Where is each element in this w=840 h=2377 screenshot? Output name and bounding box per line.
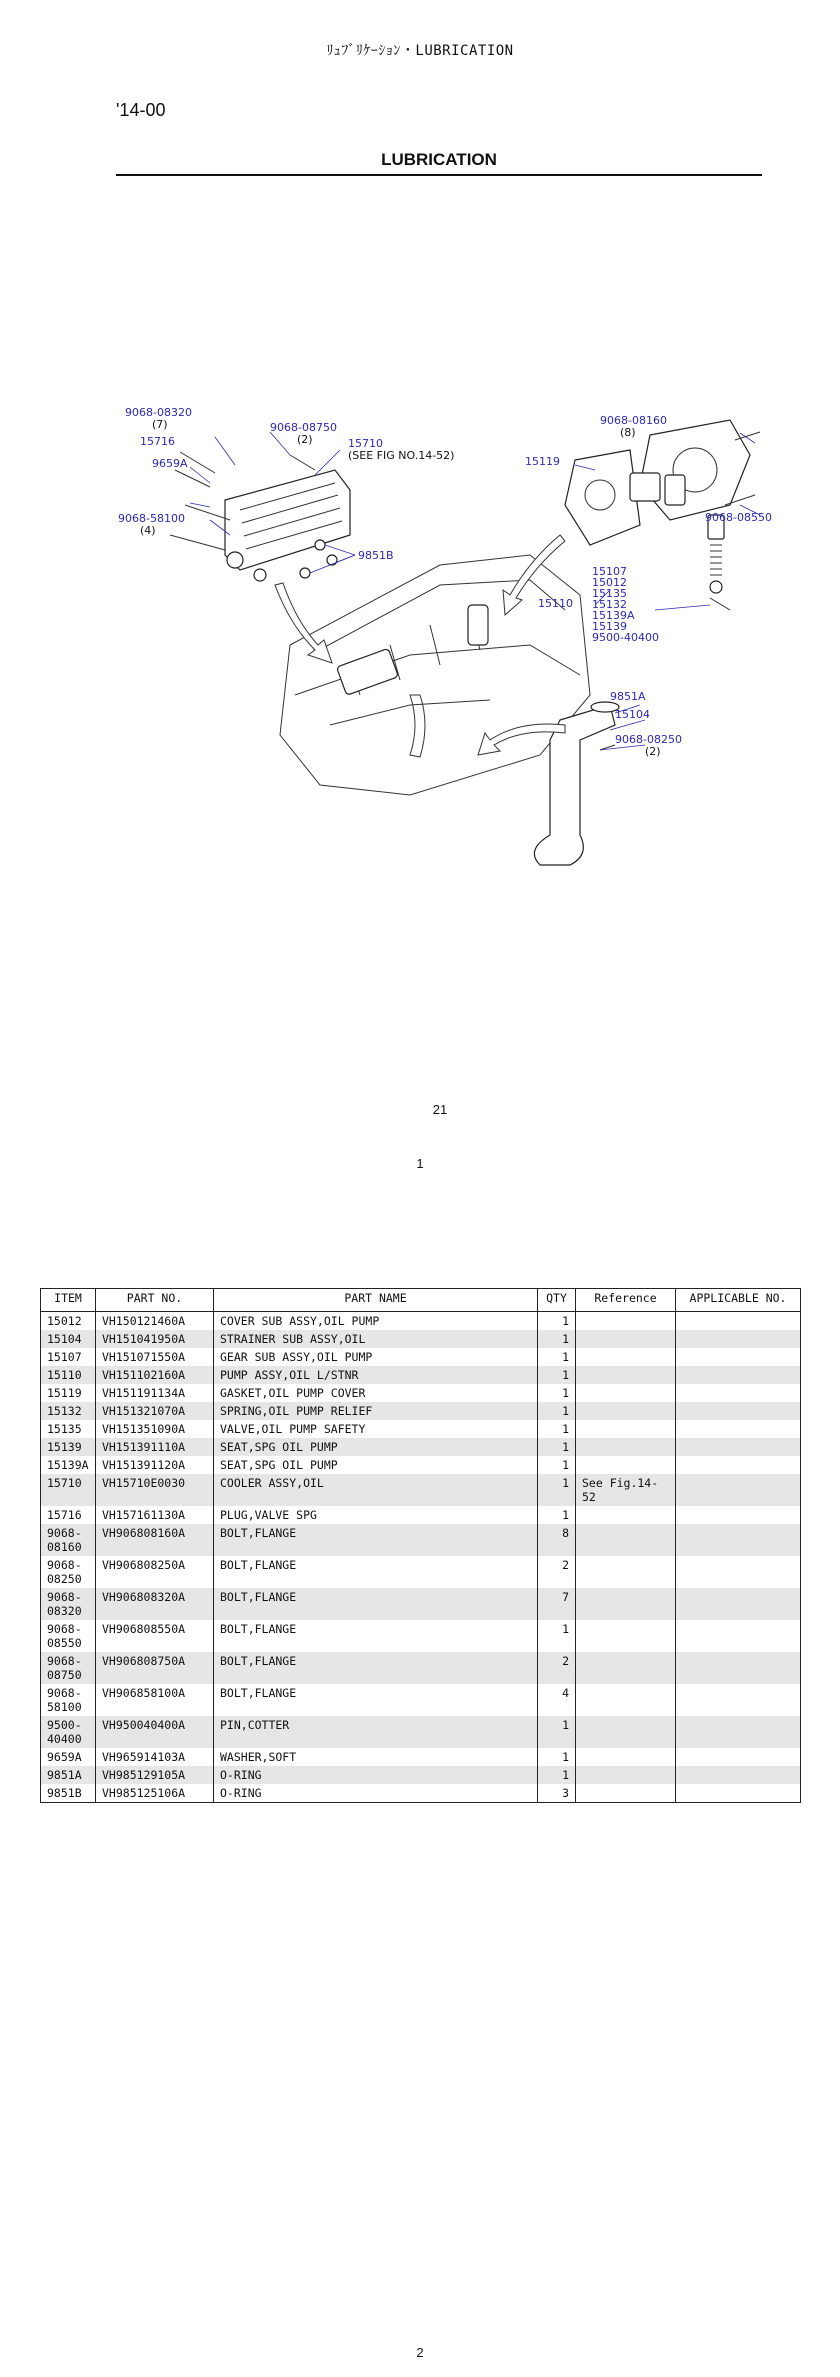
cell-qty: 1: [538, 1402, 576, 1420]
table-row: [41, 1474, 801, 1506]
cell-item: 9068-08160: [41, 1524, 96, 1556]
cell-qty: 1: [538, 1474, 576, 1506]
cell-applicable-no: [676, 1330, 801, 1348]
figure-page-number: 21: [432, 1102, 448, 1117]
cell-item: 15012: [41, 1312, 96, 1331]
cell-applicable-no: [676, 1506, 801, 1524]
callout-9851B: 9851B: [358, 549, 394, 562]
cell-part-no: VH906808250A: [96, 1556, 214, 1588]
cell-part-no: VH151191134A: [96, 1384, 214, 1402]
cell-item: 15135: [41, 1420, 96, 1438]
cell-part-name: BOLT,FLANGE: [214, 1556, 538, 1588]
cell-reference: [576, 1766, 676, 1784]
parts-table: [40, 1288, 801, 1803]
table-row: [41, 1652, 801, 1684]
cell-part-no: VH965914103A: [96, 1748, 214, 1766]
cell-qty: 1: [538, 1330, 576, 1348]
cell-part-name: PIN,COTTER: [214, 1716, 538, 1748]
table-row: [41, 1348, 801, 1366]
column-header-qty: QTY: [538, 1289, 576, 1312]
cell-qty: 7: [538, 1588, 576, 1620]
callout-15107: 15107: [592, 565, 627, 578]
column-header-reference: Reference: [576, 1289, 676, 1312]
cell-qty: 1: [538, 1438, 576, 1456]
callout-9068-08750: 9068-08750: [270, 421, 337, 434]
cell-part-no: VH151041950A: [96, 1330, 214, 1348]
callout-15139A: 15139A: [592, 609, 635, 622]
cell-applicable-no: [676, 1438, 801, 1456]
callout-9068-08550: 9068-08550: [705, 511, 772, 524]
callout-15119: 15119: [525, 455, 560, 468]
cell-reference: [576, 1438, 676, 1456]
cell-applicable-no: [676, 1652, 801, 1684]
table-row: [41, 1524, 801, 1556]
page-number: 2: [416, 2345, 424, 2360]
table-row: [41, 1366, 801, 1384]
cell-qty: 2: [538, 1652, 576, 1684]
section-code: '14-00: [116, 100, 166, 120]
cell-applicable-no: [676, 1784, 801, 1803]
figure-sheet-number: 1: [416, 1156, 424, 1171]
callout-9851A: 9851A: [610, 690, 646, 703]
callout-15139: 15139: [592, 620, 627, 633]
cell-item: 15104: [41, 1330, 96, 1348]
cell-reference: [576, 1524, 676, 1556]
cell-reference: [576, 1556, 676, 1588]
table-row: [41, 1506, 801, 1524]
cell-part-name: BOLT,FLANGE: [214, 1652, 538, 1684]
cell-part-no: VH906858100A: [96, 1684, 214, 1716]
callout-9659A: 9659A: [152, 457, 188, 470]
cell-part-no: VH15710E0030: [96, 1474, 214, 1506]
callout-9068-08320: 9068-08320: [125, 406, 192, 419]
section-title: LUBRICATION: [381, 150, 497, 169]
table-header-row: [41, 1289, 801, 1312]
cell-item: 15119: [41, 1384, 96, 1402]
cell-item: 15710: [41, 1474, 96, 1506]
cell-reference: [576, 1402, 676, 1420]
cell-item: 9500-40400: [41, 1716, 96, 1748]
cell-qty: 2: [538, 1556, 576, 1588]
cell-item: 15139A: [41, 1456, 96, 1474]
cell-applicable-no: [676, 1556, 801, 1588]
callout-15012: 15012: [592, 576, 627, 589]
table-row: [41, 1716, 801, 1748]
cell-applicable-no: [676, 1748, 801, 1766]
cell-item: 9068-58100: [41, 1684, 96, 1716]
callout-15135: 15135: [592, 587, 627, 600]
cell-part-name: SPRING,OIL PUMP RELIEF: [214, 1402, 538, 1420]
cell-applicable-no: [676, 1402, 801, 1420]
cell-part-no: VH151321070A: [96, 1402, 214, 1420]
cell-qty: 1: [538, 1748, 576, 1766]
cell-reference: [576, 1420, 676, 1438]
cell-part-no: VH151391120A: [96, 1456, 214, 1474]
cell-reference: [576, 1588, 676, 1620]
table-row: [41, 1330, 801, 1348]
cell-item: 15107: [41, 1348, 96, 1366]
cell-item: 9068-08250: [41, 1556, 96, 1588]
cell-applicable-no: [676, 1474, 801, 1506]
cell-item: 9068-08750: [41, 1652, 96, 1684]
callout-9500-40400: 9500-40400: [592, 631, 659, 644]
cell-qty: 1: [538, 1716, 576, 1748]
callout-15104: 15104: [615, 708, 650, 721]
column-header-item: ITEM: [41, 1289, 96, 1312]
cell-applicable-no: [676, 1716, 801, 1748]
table-row: [41, 1402, 801, 1420]
cell-part-name: GASKET,OIL PUMP COVER: [214, 1384, 538, 1402]
callout-15132: 15132: [592, 598, 627, 611]
callout-9068-58100: 9068-58100: [118, 512, 185, 525]
table-row: [41, 1420, 801, 1438]
cell-reference: [576, 1748, 676, 1766]
column-header-applicable-no: APPLICABLE NO.: [676, 1289, 801, 1312]
callout-9068-08250: 9068-08250: [615, 733, 682, 746]
callout-qty: (2): [645, 745, 661, 758]
cell-part-no: VH150121460A: [96, 1312, 214, 1331]
cell-applicable-no: [676, 1684, 801, 1716]
callout-qty: (2): [297, 433, 313, 446]
cell-applicable-no: [676, 1312, 801, 1331]
cell-qty: 4: [538, 1684, 576, 1716]
cell-applicable-no: [676, 1524, 801, 1556]
cell-part-name: BOLT,FLANGE: [214, 1588, 538, 1620]
cell-item: 9068-08550: [41, 1620, 96, 1652]
cell-qty: 8: [538, 1524, 576, 1556]
callout-qty: (8): [620, 426, 636, 439]
cell-qty: 1: [538, 1506, 576, 1524]
cell-applicable-no: [676, 1620, 801, 1652]
cell-part-name: STRAINER SUB ASSY,OIL: [214, 1330, 538, 1348]
engine-block: [280, 555, 590, 795]
title-divider: [116, 174, 762, 176]
cell-part-no: VH950040400A: [96, 1716, 214, 1748]
cell-item: 15132: [41, 1402, 96, 1420]
table-row: [41, 1556, 801, 1588]
cell-reference: [576, 1456, 676, 1474]
cell-reference: [576, 1784, 676, 1803]
cell-part-no: VH906808750A: [96, 1652, 214, 1684]
cell-qty: 1: [538, 1620, 576, 1652]
callout-15716: 15716: [140, 435, 175, 448]
callout-qty: (4): [140, 524, 156, 537]
cell-item: 9851A: [41, 1766, 96, 1784]
table-row: [41, 1384, 801, 1402]
callout-qty: (7): [152, 418, 168, 431]
cell-item: 15110: [41, 1366, 96, 1384]
cell-part-no: VH985125106A: [96, 1784, 214, 1803]
cell-qty: 3: [538, 1784, 576, 1803]
cell-applicable-no: [676, 1384, 801, 1402]
cell-part-no: VH906808160A: [96, 1524, 214, 1556]
cell-reference: [576, 1652, 676, 1684]
cell-item: 15139: [41, 1438, 96, 1456]
cell-reference: [576, 1384, 676, 1402]
cell-part-name: PUMP ASSY,OIL L/STNR: [214, 1366, 538, 1384]
cell-part-name: PLUG,VALVE SPG: [214, 1506, 538, 1524]
cell-reference: [576, 1506, 676, 1524]
cell-applicable-no: [676, 1456, 801, 1474]
exploded-parts-diagram: [110, 395, 800, 875]
column-header-part-name: PART NAME: [214, 1289, 538, 1312]
cell-qty: 1: [538, 1366, 576, 1384]
cell-part-name: O-RING: [214, 1784, 538, 1803]
cell-part-no: VH906808550A: [96, 1620, 214, 1652]
table-row: [41, 1748, 801, 1766]
table-row: [41, 1766, 801, 1784]
cell-reference: [576, 1620, 676, 1652]
cell-part-name: SEAT,SPG OIL PUMP: [214, 1456, 538, 1474]
cell-item: 15716: [41, 1506, 96, 1524]
cell-part-no: VH151351090A: [96, 1420, 214, 1438]
cell-qty: 1: [538, 1384, 576, 1402]
cell-part-name: BOLT,FLANGE: [214, 1620, 538, 1652]
table-row: [41, 1684, 801, 1716]
cell-part-no: VH985129105A: [96, 1766, 214, 1784]
cell-applicable-no: [676, 1420, 801, 1438]
cell-qty: 1: [538, 1766, 576, 1784]
cell-part-name: O-RING: [214, 1766, 538, 1784]
callout-see-fig: (SEE FIG NO.14-52): [348, 449, 455, 462]
cell-item: 9068-08320: [41, 1588, 96, 1620]
direction-arrows: [275, 535, 565, 755]
callout-15710: 15710: [348, 437, 383, 450]
table-row: [41, 1620, 801, 1652]
cell-applicable-no: [676, 1366, 801, 1384]
cell-part-no: VH151102160A: [96, 1366, 214, 1384]
cell-reference: [576, 1684, 676, 1716]
cell-item: 9659A: [41, 1748, 96, 1766]
cell-applicable-no: [676, 1348, 801, 1366]
cell-part-name: GEAR SUB ASSY,OIL PUMP: [214, 1348, 538, 1366]
cell-applicable-no: [676, 1588, 801, 1620]
cell-part-name: WASHER,SOFT: [214, 1748, 538, 1766]
cell-part-name: SEAT,SPG OIL PUMP: [214, 1438, 538, 1456]
cell-reference: See Fig.14-52: [576, 1474, 676, 1506]
cell-part-name: COVER SUB ASSY,OIL PUMP: [214, 1312, 538, 1331]
cell-reference: [576, 1366, 676, 1384]
cell-part-name: VALVE,OIL PUMP SAFETY: [214, 1420, 538, 1438]
cell-part-name: BOLT,FLANGE: [214, 1524, 538, 1556]
callout-15110: 15110: [538, 597, 573, 610]
cell-reference: [576, 1330, 676, 1348]
cell-part-no: VH906808320A: [96, 1588, 214, 1620]
cell-reference: [576, 1716, 676, 1748]
cell-part-no: VH151071550A: [96, 1348, 214, 1366]
document-header: ﾘｭﾌﾞﾘｹｰｼｮﾝ・LUBRICATION: [326, 43, 514, 59]
table-row: [41, 1312, 801, 1331]
callout-9068-08160: 9068-08160: [600, 414, 667, 427]
cell-part-no: VH157161130A: [96, 1506, 214, 1524]
cell-item: 9851B: [41, 1784, 96, 1803]
cell-qty: 1: [538, 1348, 576, 1366]
cell-applicable-no: [676, 1766, 801, 1784]
cell-part-name: COOLER ASSY,OIL: [214, 1474, 538, 1506]
cell-qty: 1: [538, 1420, 576, 1438]
table-row: [41, 1588, 801, 1620]
table-row: [41, 1784, 801, 1803]
cell-part-no: VH151391110A: [96, 1438, 214, 1456]
table-row: [41, 1438, 801, 1456]
column-header-part-no: PART NO.: [96, 1289, 214, 1312]
cell-qty: 1: [538, 1456, 576, 1474]
table-row: [41, 1456, 801, 1474]
cell-reference: [576, 1348, 676, 1366]
cell-reference: [576, 1312, 676, 1331]
cell-qty: 1: [538, 1312, 576, 1331]
cell-part-name: BOLT,FLANGE: [214, 1684, 538, 1716]
